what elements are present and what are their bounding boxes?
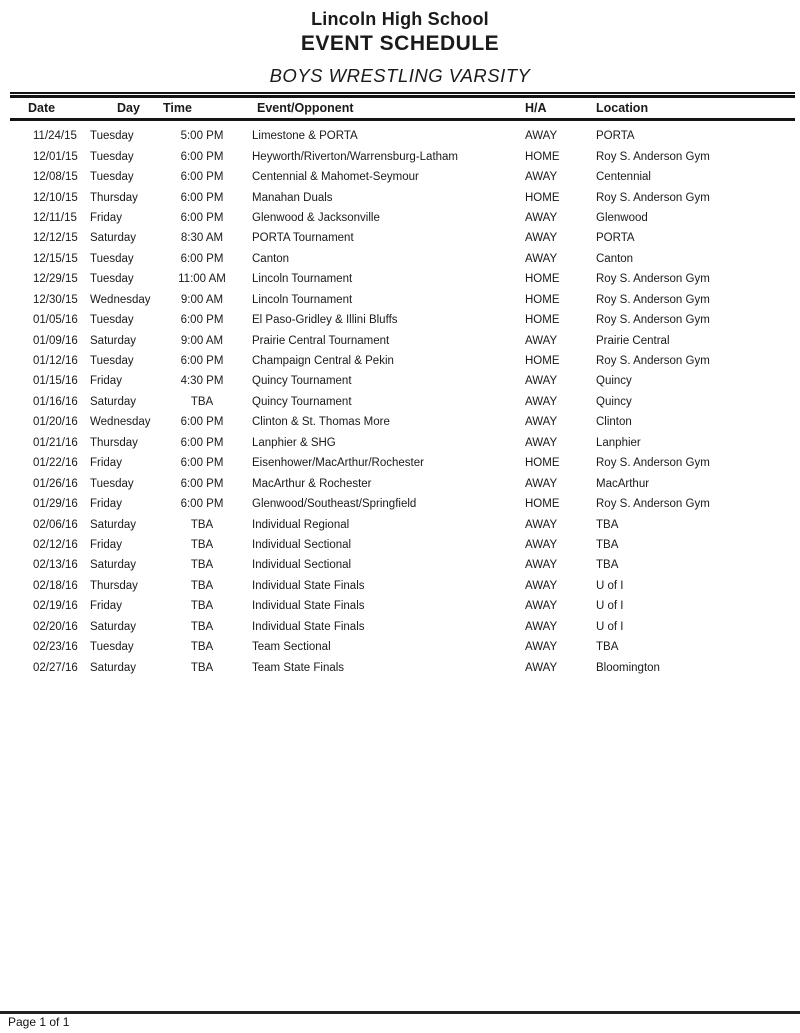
cell-location: U of I [596, 579, 624, 592]
cell-location: U of I [596, 600, 624, 613]
cell-location: U of I [596, 620, 624, 633]
cell-time: TBA [190, 518, 214, 531]
table-row [0, 351, 800, 371]
page-subtitle: BOYS WRESTLING VARSITY [269, 65, 531, 86]
cell-day: Wednesday [90, 293, 151, 306]
table-row [0, 657, 800, 677]
cell-home-away: AWAY [525, 130, 558, 143]
cell-date: 12/08/15 [33, 171, 78, 184]
cell-home-away: HOME [525, 457, 560, 470]
cell-time: 9:00 AM [180, 334, 224, 347]
page-title: EVENT SCHEDULE [300, 32, 500, 55]
cell-event-opponent: Champaign Central & Pekin [252, 355, 394, 368]
cell-home-away: AWAY [525, 334, 558, 347]
column-header-day: Day [117, 101, 140, 115]
cell-day: Saturday [90, 559, 137, 572]
cell-home-away: AWAY [525, 661, 558, 674]
cell-event-opponent: Individual Sectional [252, 559, 352, 572]
column-header-event-opponent: Event/Opponent [257, 101, 354, 115]
cell-time: 8:30 AM [180, 232, 224, 245]
cell-event-opponent: Individual Sectional [252, 538, 352, 551]
cell-day: Saturday [90, 518, 137, 531]
cell-home-away: AWAY [525, 252, 558, 265]
cell-time: 4:30 PM [180, 375, 224, 388]
cell-event-opponent: Team State Finals [252, 661, 345, 674]
column-header-time: Time [163, 101, 192, 115]
school-name: Lincoln High School [311, 9, 489, 29]
table-row [0, 535, 800, 555]
cell-location: Glenwood [596, 211, 648, 224]
cell-day: Tuesday [90, 150, 134, 163]
cell-event-opponent: Centennial & Mahomet-Seymour [252, 171, 419, 184]
table-row [0, 514, 800, 534]
cell-time: TBA [190, 579, 214, 592]
cell-day: Friday [90, 211, 122, 224]
cell-day: Tuesday [90, 641, 134, 654]
cell-time: 6:00 PM [180, 314, 224, 327]
cell-day: Thursday [90, 191, 138, 204]
cell-day: Wednesday [90, 416, 151, 429]
cell-time: 6:00 PM [180, 150, 224, 163]
cell-date: 12/30/15 [33, 293, 78, 306]
cell-home-away: AWAY [525, 395, 558, 408]
cell-date: 11/24/15 [33, 130, 77, 143]
table-row [0, 187, 800, 207]
cell-time: 6:00 PM [180, 171, 224, 184]
cell-day: Tuesday [90, 314, 134, 327]
cell-time: TBA [190, 600, 214, 613]
cell-day: Friday [90, 375, 122, 388]
cell-day: Tuesday [90, 171, 134, 184]
table-row [0, 249, 800, 269]
cell-date: 01/21/16 [33, 436, 78, 449]
cell-time: TBA [190, 538, 214, 551]
footer-rule [0, 1011, 800, 1014]
cell-event-opponent: Limestone & PORTA [252, 130, 358, 143]
cell-event-opponent: Quincy Tournament [252, 375, 352, 388]
cell-day: Saturday [90, 620, 137, 633]
cell-location: Roy S. Anderson Gym [596, 314, 710, 327]
cell-home-away: AWAY [525, 436, 558, 449]
cell-location: PORTA [596, 232, 635, 245]
cell-home-away: HOME [525, 191, 560, 204]
cell-event-opponent: Heyworth/Riverton/Warrensburg-Latham [252, 150, 459, 163]
cell-time: 6:00 PM [180, 252, 224, 265]
cell-location: TBA [596, 538, 619, 551]
column-header-location: Location [596, 101, 649, 115]
cell-home-away: HOME [525, 498, 560, 511]
cell-date: 01/16/16 [33, 395, 78, 408]
cell-time: 6:00 PM [180, 457, 224, 470]
cell-time: 11:00 AM [178, 273, 226, 286]
cell-day: Saturday [90, 334, 137, 347]
cell-day: Tuesday [90, 477, 134, 490]
cell-time: TBA [190, 661, 214, 674]
table-header-bottom-rule [10, 118, 795, 121]
cell-time: 9:00 AM [180, 293, 224, 306]
column-header-date: Date [28, 101, 56, 115]
table-row [0, 596, 800, 616]
cell-day: Friday [90, 498, 122, 511]
cell-home-away: HOME [525, 314, 560, 327]
cell-location: MacArthur [596, 477, 650, 490]
cell-location: TBA [596, 559, 619, 572]
cell-date: 01/29/16 [33, 498, 78, 511]
cell-day: Friday [90, 600, 122, 613]
cell-location: Roy S. Anderson Gym [596, 273, 710, 286]
table-row [0, 310, 800, 330]
cell-location: Clinton [596, 416, 632, 429]
cell-location: Centennial [596, 171, 651, 184]
cell-date: 02/27/16 [33, 661, 78, 674]
cell-home-away: AWAY [525, 477, 558, 490]
cell-event-opponent: El Paso-Gridley & Illini Bluffs [252, 314, 398, 327]
cell-home-away: HOME [525, 150, 560, 163]
table-row [0, 330, 800, 350]
cell-event-opponent: Lincoln Tournament [252, 273, 353, 286]
cell-location: Lanphier [596, 436, 641, 449]
cell-date: 01/20/16 [33, 416, 78, 429]
cell-time: 6:00 PM [180, 477, 224, 490]
table-row [0, 290, 800, 310]
cell-home-away: AWAY [525, 232, 558, 245]
cell-location: Canton [596, 252, 634, 265]
cell-day: Tuesday [90, 355, 134, 368]
cell-location: Quincy [596, 375, 632, 388]
cell-time: TBA [190, 641, 214, 654]
cell-day: Thursday [90, 579, 138, 592]
table-row [0, 412, 800, 432]
cell-date: 02/19/16 [33, 600, 78, 613]
cell-location: Quincy [596, 395, 632, 408]
cell-location: Roy S. Anderson Gym [596, 191, 710, 204]
cell-event-opponent: Individual State Finals [252, 600, 365, 613]
cell-date: 01/05/16 [33, 314, 78, 327]
cell-day: Tuesday [90, 130, 134, 143]
cell-date: 12/15/15 [33, 252, 78, 265]
table-row [0, 126, 800, 146]
table-row [0, 453, 800, 473]
cell-location: Roy S. Anderson Gym [596, 498, 710, 511]
cell-event-opponent: Lincoln Tournament [252, 293, 353, 306]
table-row [0, 146, 800, 166]
table-row [0, 637, 800, 657]
cell-time: 6:00 PM [180, 191, 224, 204]
table-row [0, 208, 800, 228]
cell-home-away: AWAY [525, 600, 558, 613]
cell-day: Friday [90, 457, 122, 470]
cell-time: TBA [190, 620, 214, 633]
cell-day: Saturday [90, 232, 137, 245]
table-row [0, 228, 800, 248]
cell-date: 12/10/15 [33, 191, 78, 204]
cell-home-away: AWAY [525, 375, 558, 388]
table-row [0, 371, 800, 391]
cell-home-away: HOME [525, 273, 560, 286]
cell-day: Friday [90, 538, 122, 551]
cell-date: 02/20/16 [33, 620, 78, 633]
cell-day: Tuesday [90, 252, 134, 265]
cell-home-away: AWAY [525, 171, 558, 184]
cell-time: TBA [190, 395, 214, 408]
cell-date: 02/23/16 [33, 641, 78, 654]
cell-day: Thursday [90, 436, 138, 449]
cell-event-opponent: Glenwood & Jacksonville [252, 211, 380, 224]
cell-time: 6:00 PM [180, 498, 224, 511]
cell-home-away: AWAY [525, 416, 558, 429]
cell-day: Saturday [90, 395, 137, 408]
cell-time: 6:00 PM [180, 211, 224, 224]
cell-location: Roy S. Anderson Gym [596, 355, 710, 368]
cell-home-away: AWAY [525, 641, 558, 654]
cell-date: 01/12/16 [33, 355, 78, 368]
cell-event-opponent: Manahan Duals [252, 191, 333, 204]
table-row [0, 494, 800, 514]
cell-date: 12/29/15 [33, 273, 78, 286]
cell-time: 6:00 PM [180, 436, 224, 449]
cell-home-away: AWAY [525, 538, 558, 551]
table-row [0, 433, 800, 453]
cell-event-opponent: MacArthur & Rochester [252, 477, 372, 490]
cell-location: Roy S. Anderson Gym [596, 293, 710, 306]
cell-location: TBA [596, 518, 619, 531]
cell-location: Prairie Central [596, 334, 670, 347]
cell-date: 02/18/16 [33, 579, 78, 592]
cell-home-away: AWAY [525, 620, 558, 633]
cell-date: 12/01/15 [33, 150, 78, 163]
document-header [0, 8, 800, 87]
cell-date: 02/12/16 [33, 538, 78, 551]
cell-event-opponent: Individual Regional [252, 518, 350, 531]
table-row [0, 576, 800, 596]
cell-home-away: AWAY [525, 559, 558, 572]
cell-event-opponent: Glenwood/Southeast/Springfield [252, 498, 417, 511]
cell-home-away: AWAY [525, 211, 558, 224]
table-top-rule-thin [10, 92, 795, 94]
cell-time: 6:00 PM [180, 355, 224, 368]
cell-event-opponent: Eisenhower/MacArthur/Rochester [252, 457, 424, 470]
cell-event-opponent: Lanphier & SHG [252, 436, 336, 449]
page-number: Page 1 of 1 [8, 1015, 70, 1029]
cell-location: TBA [596, 641, 619, 654]
table-header-row [0, 98, 800, 118]
cell-time: 6:00 PM [180, 416, 224, 429]
table-row [0, 555, 800, 575]
cell-date: 01/15/16 [33, 375, 78, 388]
table-row [0, 167, 800, 187]
cell-date: 01/26/16 [33, 477, 78, 490]
cell-event-opponent: Individual State Finals [252, 579, 365, 592]
cell-date: 01/09/16 [33, 334, 78, 347]
cell-location: PORTA [596, 130, 635, 143]
cell-home-away: AWAY [525, 518, 558, 531]
cell-location: Bloomington [596, 661, 660, 674]
schedule-table-body [0, 126, 800, 678]
cell-time: 5:00 PM [180, 130, 224, 143]
table-row [0, 617, 800, 637]
cell-date: 12/12/15 [33, 232, 78, 245]
cell-home-away: HOME [525, 355, 560, 368]
cell-event-opponent: PORTA Tournament [252, 232, 354, 245]
cell-event-opponent: Prairie Central Tournament [252, 334, 390, 347]
cell-date: 01/22/16 [33, 457, 78, 470]
cell-date: 02/13/16 [33, 559, 78, 572]
cell-location: Roy S. Anderson Gym [596, 150, 710, 163]
cell-time: TBA [190, 559, 214, 572]
cell-date: 12/11/15 [33, 211, 77, 224]
cell-home-away: HOME [525, 293, 560, 306]
cell-day: Tuesday [90, 273, 134, 286]
cell-date: 02/06/16 [33, 518, 78, 531]
cell-event-opponent: Individual State Finals [252, 620, 365, 633]
table-row [0, 269, 800, 289]
cell-event-opponent: Team Sectional [252, 641, 331, 654]
column-header-home-away: H/A [525, 101, 547, 115]
cell-event-opponent: Quincy Tournament [252, 395, 352, 408]
table-row [0, 392, 800, 412]
cell-day: Saturday [90, 661, 137, 674]
cell-event-opponent: Clinton & St. Thomas More [252, 416, 390, 429]
table-row [0, 473, 800, 493]
cell-home-away: AWAY [525, 579, 558, 592]
cell-location: Roy S. Anderson Gym [596, 457, 710, 470]
cell-event-opponent: Canton [252, 252, 290, 265]
